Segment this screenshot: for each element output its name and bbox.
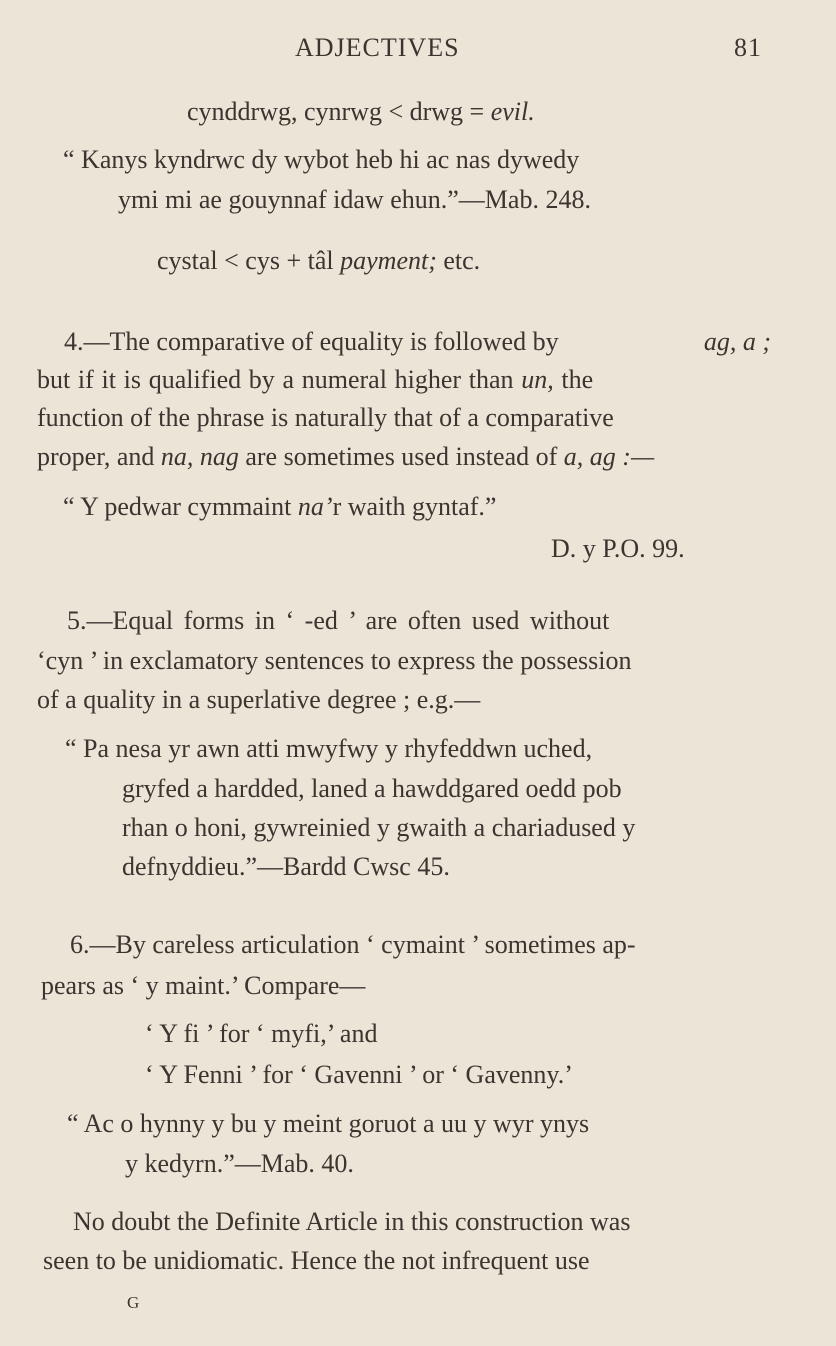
comparison-line: ‘ Y Fenni ’ for ‘ Gavenni ’ or ‘ Gavenny.’ bbox=[145, 1060, 573, 1089]
paragraph-line: 5.—Equal forms in ‘ -ed ’ are often used without bbox=[67, 606, 610, 635]
paragraph-line: proper, and na, nag are sometimes used instead of a, ag :— bbox=[37, 442, 655, 471]
running-head: ADJECTIVES bbox=[295, 33, 460, 62]
paragraph-line: seen to be unidiomatic. Hence the not infrequent use bbox=[43, 1246, 590, 1275]
paragraph-line: pears as ‘ y maint.’ Compare— bbox=[41, 971, 366, 1000]
quote-line: “ Kanys kyndrwc dy wybot heb hi ac nas dywedy bbox=[63, 145, 580, 174]
quote-line: “ Ac o hynny y bu y meint goruot a uu y wyr ynys bbox=[67, 1109, 590, 1138]
paragraph-line: ‘cyn ’ in exclamatory sentences to express the possession bbox=[37, 646, 632, 675]
paragraph-line: 4.—The comparative of equality is followed by ag, a ; bbox=[64, 327, 771, 356]
paragraph-line: 6.—By careless articulation ‘ cymaint ’ sometimes ap- bbox=[70, 930, 636, 959]
quote-line: defnyddieu.”—Bardd Cwsc 45. bbox=[122, 852, 450, 881]
signature-mark: G bbox=[127, 1293, 141, 1312]
quote-line: gryfed a hardded, laned a hawddgared oedd pob bbox=[122, 774, 622, 803]
quote-line: rhan o honi, gywreinied y gwaith a chariadused y bbox=[122, 813, 636, 842]
comparison-line: ‘ Y fi ’ for ‘ myfi,’ and bbox=[145, 1019, 378, 1048]
quote-reference: D. y P.O. 99. bbox=[551, 534, 685, 563]
quote-line: y kedyrn.”—Mab. 40. bbox=[125, 1149, 354, 1178]
quote-line: ymi mi ae gouynnaf idaw ehun.”—Mab. 248. bbox=[118, 185, 591, 214]
quote-line: “ Pa nesa yr awn atti mwyfwy y rhyfeddwn uched, bbox=[65, 734, 593, 763]
paragraph-line: of a quality in a superlative degree ; e.g.— bbox=[37, 685, 481, 714]
paragraph-line: No doubt the Definite Article in this construction was bbox=[73, 1207, 631, 1236]
quote-line: “ Y pedwar cymmaint na’r waith gyntaf.” bbox=[63, 492, 497, 521]
example-line: cystal < cys + tâl payment; etc. bbox=[157, 246, 481, 275]
page-number: 81 bbox=[734, 33, 762, 62]
paragraph-line: function of the phrase is naturally that of a comparative bbox=[37, 403, 614, 432]
paragraph-line: but if it is qualified by a numeral higher than un, the bbox=[37, 365, 594, 394]
example-line: cynddrwg, cynrwg < drwg = evil. bbox=[187, 97, 535, 126]
